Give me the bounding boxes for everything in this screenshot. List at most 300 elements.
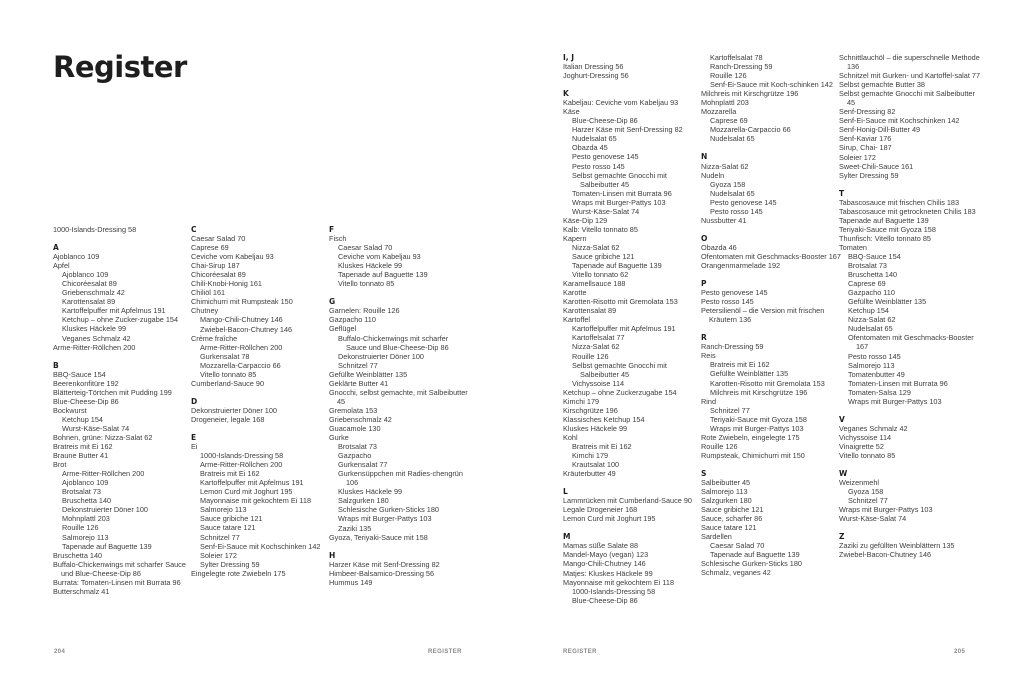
right-page: [510, 0, 1020, 685]
index-subentry: Sauce gribiche 121: [572, 251, 635, 261]
index-subentry: Kartoffelpuffer mit Apfelmus 191: [200, 478, 304, 488]
index-subentry: Krautsalat 100: [572, 460, 620, 470]
index-subentry: Salzgurken 180: [338, 496, 389, 506]
index-entry: 1000-Islands-Dressing 58: [53, 225, 137, 234]
page-number-right: 205: [954, 649, 966, 655]
index-entry: Salzgurken 180: [701, 496, 752, 506]
index-subentry: Gefüllte Weinblätter 135: [848, 297, 927, 307]
index-subentry: Bruschetta 140: [848, 270, 898, 280]
running-head-right: REGISTER: [563, 649, 597, 655]
index-entry: Mozzarella: [701, 107, 737, 117]
index-column-5: [701, 53, 841, 586]
index-entry: Bruschetta 140: [53, 550, 103, 560]
index-subentry: Schlesische Gurken-Sticks 180: [338, 505, 439, 515]
index-entry: Salbeibutter 45: [701, 477, 751, 487]
index-subentry: Veganes Schmalz 42: [62, 333, 131, 343]
index-entry: Mohnplattl 203: [701, 98, 749, 108]
index-subentry: Rouille 126: [62, 523, 99, 533]
index-subentry: Selbst gemachte Gnocchi mit Salbeibutter 45: [572, 360, 667, 379]
index-column-2: [191, 225, 331, 587]
index-entry: Schlesische Gurken-Sticks 180: [701, 559, 802, 569]
section-letter: W: [839, 469, 848, 479]
index-subentry: Zwiebel-Bacon-Chutney 146: [200, 324, 293, 334]
index-entry: Gyoza, Teriyaki-Sauce mit 158: [329, 532, 428, 542]
index-entry: Sardellen: [701, 532, 732, 542]
index-subentry: Gefüllte Weinblätter 135: [710, 369, 789, 379]
page-number-left: 204: [54, 649, 66, 655]
index-subentry: Harzer Käse mit Senf-Dressing 82: [572, 125, 683, 135]
index-section: [839, 532, 985, 559]
index-entry: Senf-Kaviar 176: [839, 134, 892, 144]
section-letter: B: [53, 360, 59, 370]
index-subentry: Karottensalat 89: [62, 297, 116, 307]
index-entry: Schnitzel mit Gurken- und Kartoffel-salat 77: [839, 71, 981, 81]
index-subentry: Buffalo-Chickenwings mit scharfer Sauce und Blue-Cheese-Dip 86: [338, 333, 449, 352]
index-entry: Fisch: [329, 234, 347, 244]
index-entry: Senf-Honig-Dill-Butter 49: [839, 125, 921, 135]
index-entry: Senf-Dressing 82: [839, 107, 896, 117]
index-subentry: Gazpacho 110: [848, 288, 895, 298]
index-entry: Griebenschmalz 42: [329, 414, 392, 424]
index-entry: Zaziki zu gefüllten Weinblättern 135: [839, 541, 955, 551]
section-letter: G: [329, 297, 336, 307]
index-subentry: Salmorejo 113: [62, 532, 109, 542]
index-section: [701, 234, 841, 270]
index-entry: Crème fraîche: [191, 333, 238, 343]
index-subentry: Tapenade auf Baguette 139: [710, 550, 800, 560]
index-subentry: Schnitzel 77: [200, 532, 240, 542]
index-subentry: 1000-Islands-Dressing 58: [200, 451, 284, 461]
index-entry: Italian Dressing 56: [563, 62, 624, 72]
index-subentry: Caprese 69: [848, 279, 886, 289]
index-section: [563, 53, 703, 80]
index-entry: Apfel: [53, 261, 70, 271]
index-subentry: Pesto rosso 145: [572, 161, 625, 171]
index-subentry: Lemon Curd mit Joghurt 195: [200, 487, 293, 497]
index-entry: Kräuterbutter 49: [563, 469, 616, 479]
index-subentry: Dekonstruierter Döner 100: [62, 505, 148, 515]
index-entry: Ofentomaten mit Geschmacks-Booster 167: [701, 251, 841, 261]
index-entry: Nussbutter 41: [701, 215, 747, 225]
index-section: [329, 551, 469, 587]
index-subentry: Bratreis mit Ei 162: [710, 360, 770, 370]
index-entry: Brot: [53, 460, 67, 470]
index-subentry: BBQ-Sauce 154: [848, 251, 901, 261]
index-subentry: Wraps mit Burger-Pattys 103: [710, 423, 804, 433]
index-subentry: Vitello tonnato 62: [572, 270, 629, 280]
index-entry: Kohl: [563, 432, 578, 442]
index-entry: Wurst-Käse-Salat 74: [839, 514, 907, 524]
index-entry: Blue-Cheese-Dip 86: [53, 396, 119, 406]
index-subentry: Ketchup – ohne Zucker-zugabe 154: [62, 315, 179, 325]
index-entry: Mayonnaise mit gekochtem Ei 118: [563, 577, 674, 587]
index-entry: Karamellsauce 188: [563, 279, 626, 289]
index-subentry: Kimchi 179: [572, 451, 609, 461]
index-entry: Matjes: Kluskes Häckele 99: [563, 568, 653, 578]
index-entry: Gnocchi, selbst gemachte, mit Salbeibutter 45: [329, 387, 468, 406]
index-subentry: Selbst gemachte Gnocchi mit Salbeibutter 45: [572, 170, 667, 189]
index-entry: Rind: [701, 396, 717, 406]
index-subentry: Bratreis mit Ei 162: [200, 469, 260, 479]
index-entry: Kimchi 179: [563, 396, 600, 406]
index-subentry: Ranch-Dressing 59: [710, 62, 773, 72]
index-entry: Tapenade auf Baguette 139: [839, 215, 929, 225]
index-subentry: Kluskes Häckele 99: [338, 261, 403, 271]
index-subentry: Ajoblanco 109: [62, 270, 109, 280]
index-entry: Bohnen, grüne: Nizza-Salat 62: [53, 432, 153, 442]
index-entry: Rote Zwiebeln, eingelegte 175: [701, 432, 800, 442]
index-entry: Karottensalat 89: [563, 306, 617, 316]
index-entry: Burrata: Tomaten-Linsen mit Burrata 96: [53, 577, 181, 587]
index-subentry: Tapenade auf Baguette 139: [62, 541, 152, 551]
index-subentry: Gurkensalat 77: [338, 460, 388, 470]
index-entry: Kabeljau: Ceviche vom Kabeljau 93: [563, 98, 679, 108]
index-subentry: Mohnplattl 203: [62, 514, 110, 524]
section-letter: N: [701, 152, 708, 162]
section-letter: L: [563, 487, 568, 497]
index-subentry: Soleier 172: [200, 550, 237, 560]
index-subentry: Chicoréesalat 89: [62, 279, 117, 289]
index-subentry: Arme-Ritter-Röllchen 200: [200, 342, 283, 352]
index-section: [839, 189, 985, 406]
index-entry: Reis: [701, 351, 716, 361]
index-subentry: Vichyssoise 114: [572, 378, 625, 388]
index-section: [329, 297, 469, 541]
index-entry: Chili-Knobi-Honig 161: [191, 279, 262, 289]
index-subentry: Kartoffelsalat 77: [572, 333, 625, 343]
index-entry: Hummus 149: [329, 577, 373, 587]
index-entry: Sirup, Chai- 187: [839, 143, 892, 153]
index-entry: Sweet-Chili-Sauce 161: [839, 161, 914, 171]
index-entry: Joghurt-Dressing 56: [563, 71, 629, 81]
index-entry: Orangenmarmelade 192: [701, 260, 781, 270]
index-entry: Sauce gribiche 121: [701, 505, 764, 515]
index-entry: Selbst gemachte Butter 38: [839, 80, 925, 90]
index-entry: Mandel-Mayo (vegan) 123: [563, 550, 649, 560]
index-entry: Vinaigrette 52: [839, 441, 884, 451]
index-subentry: Zaziki 135: [338, 523, 372, 533]
index-subentry: Nudelsalat 65: [848, 324, 893, 334]
index-subentry: Bratreis mit Ei 162: [572, 441, 632, 451]
index-subentry: Pesto rosso 145: [710, 206, 763, 216]
index-entry: Nizza-Salat 62: [701, 161, 749, 171]
index-entry: Cumberland-Sauce 90: [191, 378, 265, 388]
section-letter: E: [191, 432, 197, 442]
index-entry: Harzer Käse mit Senf-Dressing 82: [329, 559, 440, 569]
index-entry: Obazda 46: [701, 242, 737, 252]
index-subentry: Obazda 45: [572, 143, 608, 153]
index-entry: Petersilienöl – die Version mit frischen Kräutern 136: [701, 306, 825, 325]
index-subentry: Sauce gribiche 121: [200, 514, 263, 524]
index-section: [563, 532, 703, 604]
index-subentry: Nizza-Salat 62: [848, 315, 896, 325]
index-subentry: Ofentomaten mit Geschmacks-Booster 167: [848, 333, 974, 352]
index-entry: Pesto rosso 145: [701, 297, 754, 307]
index-entry: Himbeer-Balsamico-Dressing 56: [329, 568, 435, 578]
index-entry: Salmorejo 113: [701, 487, 748, 497]
index-subentry: Kluskes Häckele 99: [338, 487, 403, 497]
index-subentry: Nizza-Salat 62: [572, 242, 620, 252]
index-subentry: Blue-Cheese-Dip 86: [572, 595, 638, 605]
index-entry: Braune Butter 41: [53, 451, 109, 461]
index-entry: Ceviche vom Kabeljau 93: [191, 252, 274, 262]
index-subentry: Milchreis mit Kirschgrütze 196: [710, 387, 808, 397]
index-subentry: Senf-Ei-Sauce mit Kochschinken 142: [200, 541, 321, 551]
index-subentry: Mango-Chili-Chutney 146: [200, 315, 283, 325]
index-entry: Sauce tatare 121: [701, 523, 757, 533]
index-subentry: Nudelsalat 65: [572, 134, 617, 144]
index-subentry: Vitello tonnato 85: [338, 279, 395, 289]
index-entry: Geklärte Butter 41: [329, 378, 389, 388]
index-subentry: Schnitzel 77: [848, 496, 888, 506]
index-entry: Thunfisch: Vitello tonnato 85: [839, 233, 931, 243]
index-section: [53, 243, 193, 352]
index-entry: Drogeneier, legale 168: [191, 414, 265, 424]
index-column-6: [839, 53, 985, 568]
index-subentry: Wraps mit Burger-Pattys 103: [338, 514, 432, 524]
index-subentry: Ajoblanco 109: [62, 478, 109, 488]
index-section: [53, 225, 193, 234]
index-entry: Klassisches Ketchup 154: [563, 414, 645, 424]
section-letter: T: [839, 188, 845, 198]
page-title: Register: [53, 50, 187, 84]
index-entry: Milchreis mit Kirschgrütze 196: [701, 89, 799, 99]
index-subentry: Dekonstruierter Döner 100: [338, 351, 424, 361]
index-entry: Guacamole 130: [329, 423, 381, 433]
index-subentry: Tomaten-Linsen mit Burrata 96: [572, 188, 672, 198]
index-subentry: Wraps mit Burger-Pattys 103: [572, 197, 666, 207]
index-subentry: Teriyaki-Sauce mit Gyoza 158: [710, 414, 807, 424]
index-section: [701, 279, 841, 324]
index-entry: Bratreis mit Ei 162: [53, 442, 113, 452]
index-entry: Lammrücken mit Cumberland-Sauce 90: [563, 496, 692, 506]
index-subentry: Brotsalat 73: [338, 442, 377, 452]
index-entry: Mamas süße Salate 88: [563, 541, 639, 551]
index-subentry: Mayonnaise mit gekochtem Ei 118: [200, 496, 311, 506]
index-subentry: Mozzarella-Carpaccio 66: [200, 360, 281, 370]
index-entry: Beerenkonfitüre 192: [53, 378, 119, 388]
index-entry: Mango-Chili-Chutney 146: [563, 559, 646, 569]
index-entry: Karotte: [563, 288, 587, 298]
index-entry: Bockwurst: [53, 405, 87, 415]
section-letter: D: [191, 396, 198, 406]
index-subentry: Gyoza 158: [848, 487, 884, 497]
index-entry: Rouille 126: [701, 441, 738, 451]
index-entry: Ketchup – ohne Zuckerzugabe 154: [563, 387, 677, 397]
index-subentry: Blue-Cheese-Dip 86: [572, 116, 638, 126]
index-subentry: Schnitzel 77: [710, 405, 750, 415]
index-entry: Gazpacho 110: [329, 315, 376, 325]
section-letter: I, J: [563, 53, 575, 62]
index-entry: Lemon Curd mit Joghurt 195: [563, 514, 656, 524]
index-subentry: Pesto genovese 145: [572, 152, 639, 162]
index-subentry: Tapenade auf Baguette 139: [572, 261, 662, 271]
section-letter: R: [701, 333, 707, 343]
index-section: [191, 433, 331, 578]
index-section: [563, 89, 703, 478]
index-subentry: Caesar Salad 70: [710, 541, 765, 551]
index-subentry: Arme-Ritter-Röllchen 200: [62, 469, 145, 479]
index-entry: Pesto genovese 145: [701, 288, 768, 298]
section-letter: Z: [839, 532, 845, 542]
index-subentry: Ketchup 154: [848, 306, 889, 316]
index-section: [839, 53, 985, 180]
index-entry: Kalb: Vitello tonnato 85: [563, 224, 638, 234]
index-section: [53, 361, 193, 596]
index-subentry: Gyoza 158: [710, 179, 746, 189]
index-entry: Schmalz, veganes 42: [701, 568, 771, 578]
index-entry: Teriyaki-Sauce mit Gyoza 158: [839, 224, 936, 234]
index-subentry: Karotten-Risotto mit Gremolata 153: [710, 378, 825, 388]
index-entry: Vitello tonnato 85: [839, 450, 896, 460]
index-section: [839, 415, 985, 460]
section-letter: O: [701, 233, 708, 243]
index-subentry: Ketchup 154: [62, 414, 103, 424]
index-entry: Kluskes Häckele 99: [563, 423, 628, 433]
index-entry: Rumpsteak, Chimichurri mit 150: [701, 450, 805, 460]
index-subentry: Tomatenbutter 49: [848, 369, 905, 379]
index-subentry: Nizza-Salat 62: [572, 342, 620, 352]
index-entry: Chutney: [191, 306, 219, 316]
index-subentry: Rouille 126: [572, 351, 609, 361]
index-subentry: Vitello tonnato 85: [200, 369, 257, 379]
index-subentry: Kartoffelpuffer mit Apfelmus 191: [572, 324, 676, 334]
index-entry: Caprese 69: [191, 243, 229, 253]
index-subentry: Wurst-Käse-Salat 74: [572, 206, 640, 216]
index-entry: Legale Drogeneier 168: [563, 505, 638, 515]
index-subentry: Wurst-Käse-Salat 74: [62, 423, 130, 433]
index-entry: BBQ-Sauce 154: [53, 369, 106, 379]
index-section: [329, 225, 469, 288]
index-section: [701, 333, 841, 460]
index-entry: Veganes Schmalz 42: [839, 423, 908, 433]
index-subentry: Wraps mit Burger-Pattys 103: [848, 396, 942, 406]
index-subentry: Pesto rosso 145: [848, 351, 901, 361]
index-entry: Buffalo-Chickenwings mit scharfer Sauce und Blue-Cheese-Dip 86: [53, 559, 186, 578]
index-subentry: Schnitzel 77: [338, 360, 378, 370]
index-entry: Blätterteig-Törtchen mit Pudding 199: [53, 387, 172, 397]
section-letter: F: [329, 225, 335, 234]
index-subentry: Brotsalat 73: [62, 487, 101, 497]
index-entry: Geflügel: [329, 324, 357, 334]
index-subentry: Bruschetta 140: [62, 496, 112, 506]
section-letter: M: [563, 532, 571, 542]
index-entry: Weizenmehl: [839, 478, 880, 488]
index-subentry: Nudelsalat 65: [710, 134, 755, 144]
index-entry: Sylter Dressing 59: [839, 170, 899, 180]
index-subentry: Gurkensalat 78: [200, 351, 250, 361]
index-subentry: Salmorejo 113: [848, 360, 895, 370]
index-entry: Gremolata 153: [329, 405, 378, 415]
index-section: [701, 469, 841, 578]
index-subentry: Sylter Dressing 59: [200, 559, 260, 569]
index-entry: Caesar Salad 70: [191, 234, 246, 244]
index-entry: Kartoffel: [563, 315, 591, 325]
index-entry: Senf-Ei-Sauce mit Kochschinken 142: [839, 116, 960, 126]
index-entry: Eingelegte rote Zwiebeln 175: [191, 568, 286, 578]
index-subentry: Rouille 126: [710, 71, 747, 81]
index-entry: Karotten-Risotto mit Gremolata 153: [563, 297, 678, 307]
section-letter: A: [53, 243, 59, 253]
section-letter: H: [329, 550, 336, 560]
index-entry: Kapern: [563, 233, 587, 243]
index-subentry: Gazpacho: [338, 451, 372, 461]
index-entry: Chicoréesalat 89: [191, 270, 246, 280]
section-letter: P: [701, 279, 707, 289]
index-subentry: Mozzarella-Carpaccio 66: [710, 125, 791, 135]
index-section: [563, 487, 703, 523]
section-letter: S: [701, 468, 707, 478]
index-subentry: Kluskes Häckele 99: [62, 324, 127, 334]
index-subentry: Sauce tatare 121: [200, 523, 256, 533]
index-entry: Chimichurri mit Rumpsteak 150: [191, 297, 293, 307]
index-entry: Dekonstruierter Döner 100: [191, 405, 277, 415]
index-subentry: Gurkensüppchen mit Radies-chengrün 106: [338, 469, 463, 488]
index-entry: Gefüllte Weinblätter 135: [329, 369, 408, 379]
index-entry: Chai-Sirup 187: [191, 261, 240, 271]
index-entry: Ajoblanco 109: [53, 252, 100, 262]
index-entry: Tabascosauce mit getrockneten Chilis 183: [839, 206, 976, 216]
index-column-4: [563, 53, 703, 614]
running-head-left: REGISTER: [428, 649, 462, 655]
index-subentry: Kartoffelpuffer mit Apfelmus 191: [62, 306, 166, 316]
index-subentry: 1000-Islands-Dressing 58: [572, 586, 656, 596]
index-entry: Nudeln: [701, 170, 725, 180]
index-section: [839, 469, 985, 523]
index-subentry: Nudelsalat 65: [710, 188, 755, 198]
index-entry: Chiliöl 161: [191, 288, 226, 298]
index-subentry: Tomaten-Salsa 129: [848, 387, 911, 397]
index-subentry: Senf-Ei-Sauce mit Koch-schinken 142: [710, 80, 833, 90]
section-letter: K: [563, 89, 569, 99]
index-subentry: Griebenschmalz 42: [62, 288, 125, 298]
index-subentry: Salmorejo 113: [200, 505, 247, 515]
index-entry: Arme-Ritter-Röllchen 200: [53, 342, 136, 352]
index-subentry: Ceviche vom Kabeljau 93: [338, 252, 421, 262]
section-letter: V: [839, 414, 845, 424]
index-entry: Ranch-Dressing 59: [701, 342, 764, 352]
index-section: [191, 225, 331, 388]
index-section: [701, 152, 841, 224]
index-subentry: Brotsalat 73: [848, 261, 887, 271]
index-entry: Käse-Dip 129: [563, 215, 608, 225]
index-entry: Schnittlauchöl – die superschnelle Methode 136: [839, 53, 980, 72]
index-entry: Käse: [563, 107, 580, 117]
index-entry: Wraps mit Burger-Pattys 103: [839, 505, 933, 515]
index-entry: Ei: [191, 442, 198, 452]
section-letter: C: [191, 225, 197, 234]
index-entry: Garnelen: Rouille 126: [329, 306, 400, 316]
index-section: [701, 53, 841, 143]
index-entry: Kirschgrütze 196: [563, 405, 618, 415]
index-subentry: Pesto genovese 145: [710, 197, 777, 207]
index-subentry: Kartoffelsalat 78: [710, 53, 763, 62]
index-entry: Sauce, scharfer 86: [701, 514, 763, 524]
index-subentry: Tapenade auf Baguette 139: [338, 270, 428, 280]
index-entry: Tabascosauce mit frischen Chilis 183: [839, 197, 960, 207]
index-entry: Zwiebel-Bacon-Chutney 146: [839, 550, 932, 560]
index-subentry: Arme-Ritter-Röllchen 200: [200, 460, 283, 470]
index-section: [191, 397, 331, 424]
index-entry: Vichyssoise 114: [839, 432, 892, 442]
index-column-3: [329, 225, 469, 596]
index-subentry: Tomaten-Linsen mit Burrata 96: [848, 378, 948, 388]
index-subentry: Caesar Salad 70: [338, 243, 393, 253]
index-entry: Butterschmalz 41: [53, 586, 110, 596]
index-entry: Tomaten: [839, 242, 867, 252]
index-subentry: Caprese 69: [710, 116, 748, 126]
index-entry: Soleier 172: [839, 152, 876, 162]
